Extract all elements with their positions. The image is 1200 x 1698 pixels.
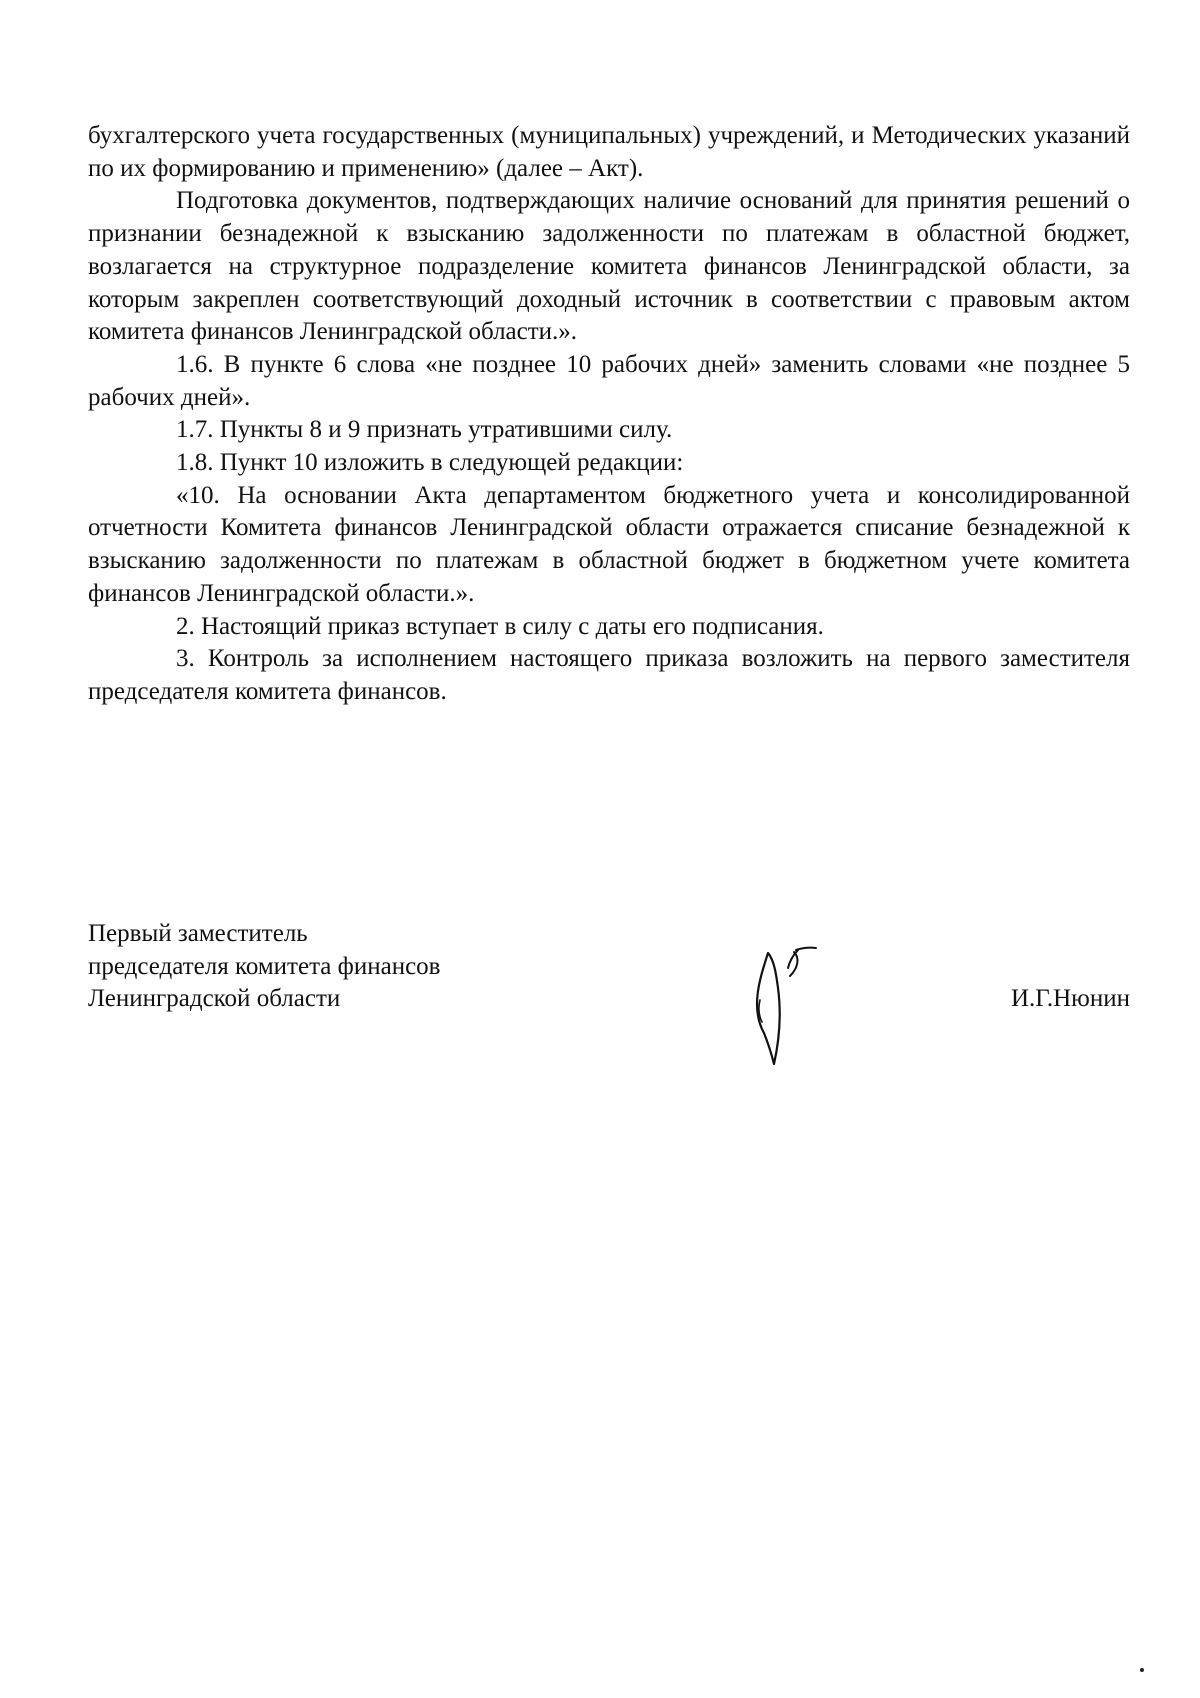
signatory-name: И.Г.Нюнин [1010,985,1130,1012]
paragraph-p1: Подготовка документов, подтверждающих наличие оснований для принятия решений о признании безнадежной к взысканию задолженности по платежам в областной бюджет, возлагается на структурное подразделение комитета финансов Ленинградской области, за которым закреплен соответствующий доходный источник в соответствии с правовым актом комитета финансов Ленинградской области.». [88,187,1130,346]
paragraph-p6: 2. Настоящий приказ вступает в силу с даты его подписания. [176,612,824,640]
signatory-title [88,918,608,1016]
signature-block [88,918,1138,1068]
signatory-title-line-3: Ленинградской области [88,985,341,1013]
handwritten-signature [738,938,828,1068]
signatory-title-line-2: председателя комитета финансов [88,952,441,980]
paragraph-p2: 1.6. В пункте 6 слова «не позднее 10 рабочих дней» заменить словами «не позднее 5 рабочих дней». [88,350,1130,411]
document-body [88,120,1130,709]
scan-speck [1140,1668,1144,1672]
paragraph-p0: бухгалтерского учета государственных (муниципальных) учреждений, и Методических указаний по их формированию и применению» (далее – Акт). [88,122,1130,182]
signatory-title-line-1: Первый заместитель [88,920,308,947]
paragraph-p4: 1.8. Пункт 10 изложить в следующей редакции: [176,449,684,477]
paragraph-p3: 1.7. Пункты 8 и 9 признать утратившими силу. [176,416,673,444]
paragraph-p5: «10. На основании Акта департаментом бюджетного учета и консолидированной отчетности Комитета финансов Ленинградской области отражается списание безнадежной к взысканию задолженности по платежам в областной бюджет в бюджетном учете комитета финансов Ленинградской области.». [88,481,1130,607]
paragraph-p7: 3. Контроль за исполнением настоящего приказа возложить на первого заместителя председателя комитета финансов. [88,645,1130,705]
